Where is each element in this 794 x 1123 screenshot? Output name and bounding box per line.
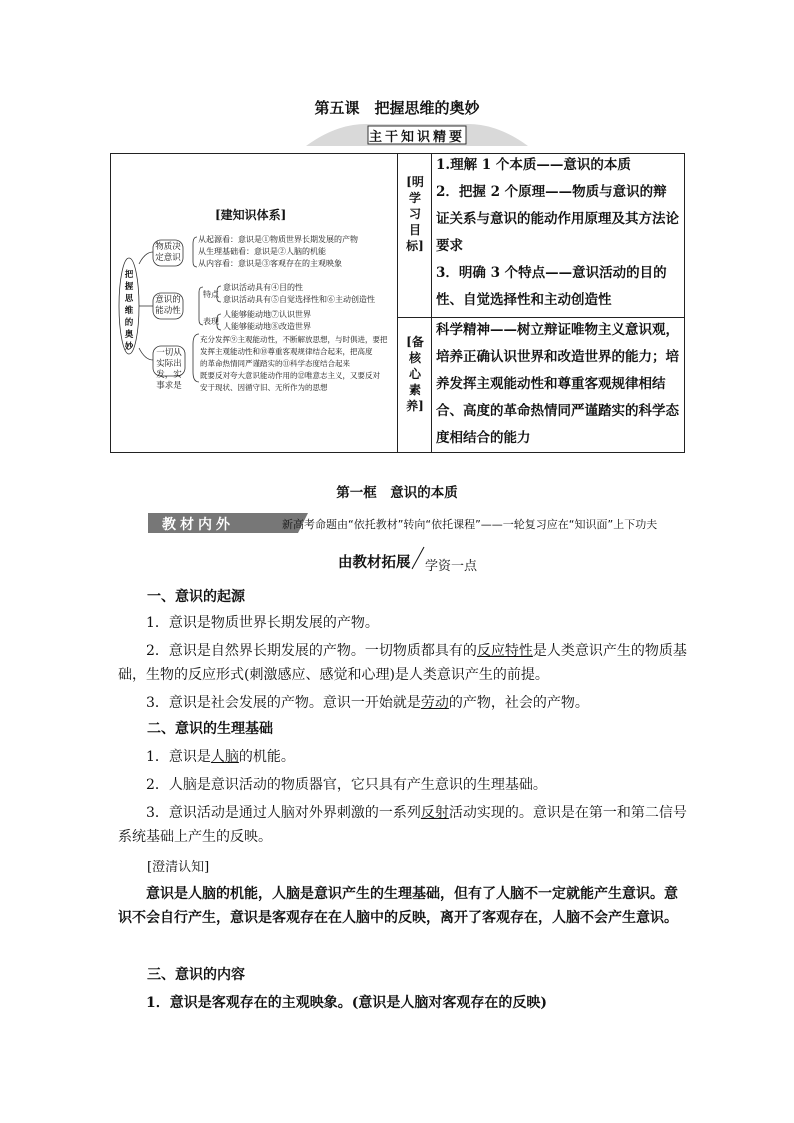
branch-node-1: 物质决定意识 (155, 242, 181, 263)
learning-goals-label: [明学习目标] (406, 175, 424, 253)
goal-2: 2．把握 2 个原理——物质与意识的辩证关系与意识的能动作用原理及其方法论要求 (436, 184, 679, 254)
heading-3: 三、意识的内容 (147, 967, 245, 983)
paragraph-1: 1．意识是物质世界长期发展的产物。 (146, 615, 379, 631)
section-title: 第一框 意识的本质 (336, 485, 458, 501)
leaf-2-2: 意识活动具有⑤自觉选择性和⑥主动创造性 (223, 295, 375, 304)
goal-3: 3．明确 3 个特点——意识活动的目的性、自觉选择性和主动创造性 (436, 265, 667, 308)
clarify-label: [澄清认知] (147, 860, 210, 875)
bar-note: 新高考命题由“依托教材”转向“依托课程”——一轮复习应在“知识面”上下功夫 (282, 518, 658, 531)
goal-1: 1.理解 1 个本质——意识的本质 (436, 157, 631, 173)
paragraph-5: 2．人脑是意识活动的物质器官，它只具有产生意识的生理基础。 (146, 777, 547, 793)
paragraph-4 (118, 745, 688, 769)
paragraph-3-a: 3．意识是社会发展的产物。意识一开始就是 (146, 695, 421, 711)
core-literacy-label: [备核心素养] (406, 335, 424, 413)
core-knowledge-banner (306, 122, 528, 148)
bar-label: 教材内外 (162, 517, 234, 533)
leaf-2-4: 人能够能动地⑧改造世界 (223, 322, 311, 331)
leaf-3-2: 发挥主观能动性和⑩尊重客观规律结合起来，把高度 (200, 347, 373, 356)
paragraph-2-a: 2．意识是自然界长期发展的产物。一切物质都具有的 (146, 643, 477, 659)
paragraph-3-underline: 劳动 (420, 695, 449, 711)
paragraph-6-c: 活动实现的。意识是在第一和第二信号系统基础上产生的反映。 (118, 805, 687, 845)
group-label-features: 特点 (203, 290, 219, 299)
leaf-3-3: 的革命热情同严谨踏实的⑪科学态度结合起来 (200, 359, 350, 368)
leaf-1-1: 从起源看：意识是①物质世界长期发展的产物 (198, 235, 358, 244)
heading-1: 一、意识的起源 (147, 589, 245, 605)
leaf-2-3: 人能够能动地⑦认识世界 (223, 310, 311, 319)
core-literacy-text: 科学精神——树立辩证唯物主义意识观，培养正确认识世界和改造世界的能力；培养发挥主观能动性和尊重客观规律相结合、高度的革命热情同严谨踏实的科学态度相结合的能力 (436, 322, 679, 446)
paragraph-3 (118, 691, 688, 715)
paragraph-2 (118, 639, 688, 687)
leaf-3-4: 既要反对夸大意识能动作用的⑫唯意志主义，又要反对 (200, 371, 380, 380)
overview-table (110, 153, 685, 453)
root-node: 把握思维的奥妙 (124, 270, 134, 352)
paragraph-6-a: 3．意识活动是通过人脑对外界刺激的一系列 (146, 805, 421, 821)
paragraph-7: 1．意识是客观存在的主观映象。(意识是人脑对客观存在的反映) (146, 995, 547, 1011)
lesson-title: 第五课 把握思维的奥妙 (314, 99, 480, 117)
paragraph-4-a: 1．意识是 (146, 749, 211, 765)
paragraph-6 (118, 801, 688, 849)
paragraph-6-underline: 反射 (420, 805, 449, 821)
clarify-text: 意识是人脑的机能，人脑是意识产生的生理基础，但有了人脑不一定就能产生意识。意识不会自行产生，意识是客观存在在人脑中的反映，离开了客观存在，人脑不会产生意识。 (118, 886, 678, 926)
branch-node-2: 意识的能动性 (155, 295, 181, 316)
heading-2: 二、意识的生理基础 (147, 721, 273, 737)
slash-divider (410, 545, 426, 571)
paragraph-4-underline: 人脑 (210, 749, 239, 765)
knowledge-system-title: [建知识体系] (215, 208, 287, 222)
paragraph-3-c: 的产物，社会的产物。 (448, 695, 589, 711)
paragraph-2-c: 是人类意识产生的物质基础，生物的反应形式(刺激感应、感觉和心理)是人类意识产生的前提。 (118, 643, 687, 683)
textbook-extension-subtitle: 学资一点 (425, 559, 478, 574)
leaf-1-3: 从内容看：意识是③客观存在的主观映象 (198, 259, 342, 268)
banner-label: 主干知识精要 (368, 130, 465, 145)
paragraph-4-c: 的机能。 (238, 749, 295, 765)
group-label-manifest: 表现 (203, 317, 219, 326)
mind-map (111, 154, 397, 454)
textbook-extension-title: 由教材拓展 (338, 554, 411, 571)
leaf-2-1: 意识活动具有④目的性 (223, 283, 303, 292)
leaf-1-2: 从生理基础看：意识是②人脑的机能 (198, 247, 326, 256)
textbook-inside-bar (110, 511, 690, 535)
branch-node-3: 一切从实际出发，实事求是 (156, 348, 182, 391)
leaf-3-5: 安于现状、因循守旧、无所作为的思想 (200, 383, 328, 392)
leaf-3-1: 充分发挥⑨主观能动性，不断解放思想，与时俱进，要把 (200, 335, 388, 344)
paragraph-2-underline: 反应特性 (476, 643, 533, 659)
